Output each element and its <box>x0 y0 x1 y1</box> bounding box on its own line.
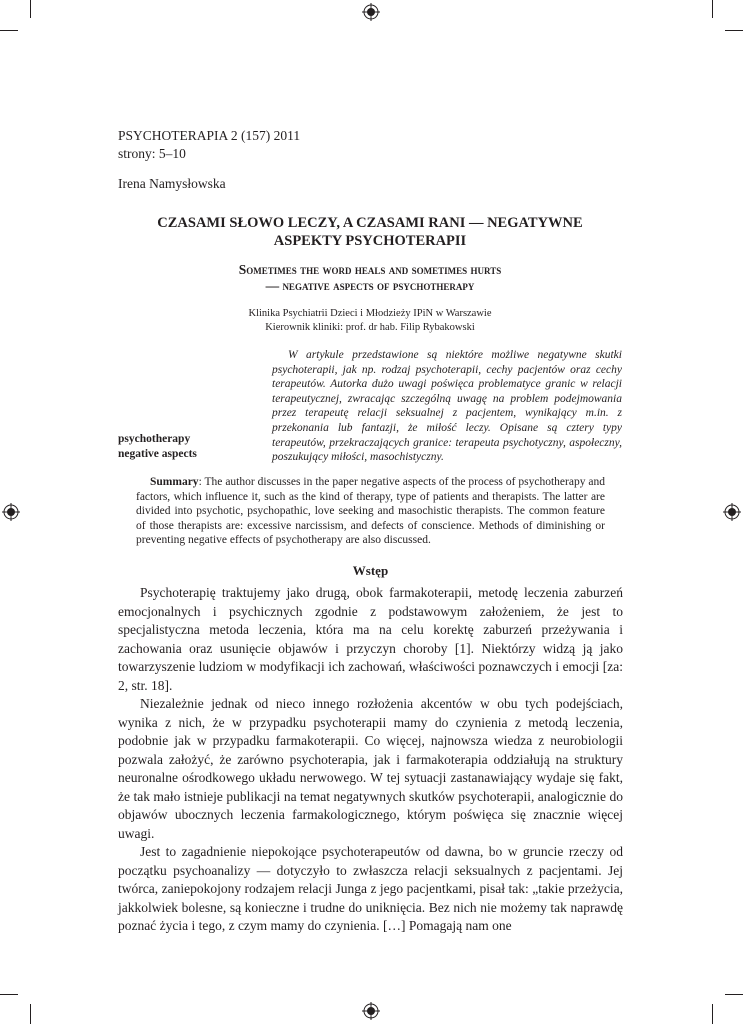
keyword-2: negative aspects <box>118 448 197 460</box>
crop-mark-top-right <box>712 0 713 18</box>
summary-label: Summary <box>150 476 199 488</box>
crop-mark-top-left <box>30 0 31 18</box>
keyword-1: psychotherapy <box>118 433 191 445</box>
journal-header <box>118 127 300 163</box>
paragraph: Psychoterapię traktujemy jako drugą, obok farmakoterapii, metodę leczenia zaburzeń emocjonalnych i psychicznych zgodnie z podstawowym założeniem, że jest to specjalistyczna metoda leczenia, która ma na celu korektę zaburzeń przeżywania i zachowania oraz usunięcie objawów i przyczyn choroby [1]. Niektórzy widzą ją jako towarzyszenie ludziom w modyfikacji ich zachowań, właściwości poznawczych i emocji [za: 2, str. 18]. <box>118 585 623 693</box>
keywords <box>118 432 197 462</box>
affiliation-clinic: Klinika Psychiatrii Dzieci i Młodzieży IPiN w Warszawie <box>248 308 492 319</box>
registration-mark-icon <box>2 503 20 521</box>
crop-mark-bottom-right-h <box>725 994 743 995</box>
crop-mark-bottom-left-h <box>0 994 18 995</box>
journal-pages: strony: 5–10 <box>118 146 186 161</box>
summary-text: : The author discusses in the paper negative aspects of the process of psychotherapy and factors, which influence it, such as the kind of therapy, type of patients and therapists. The latter are divided into psychotic, psychopathic, love seeking and masochistic therapists. The common feature of those therapists are: excessive narcissism, and defects of conscience. Methods of diminishing or preventing negative effects of psychotherapy are also discussed. <box>136 476 605 547</box>
paragraph: Jest to zagadnienie niepokojące psychoterapeutów od dawna, bo w gruncie rzeczy od początku psychoanalizy — dotyczyło to zwłaszcza relacji seksualnych z pacjentami. Jej twórca, zaniepokojony rodzajem relacji Junga z jego pacjentkami, pisał tak: „takie przeżycia, jakkolwiek bolesne, są konieczne i trudne do uniknięcia. Bez nich nie możemy tak naprawdę poznać życia i tego, z czym mamy do czynienia. […] Pomagają nam one <box>118 844 623 933</box>
paragraph: Niezależnie jednak od nieco innego rozłożenia akcentów w obu tych podejściach, wynika z nich, że w przypadku psychoterapii mamy do czynienia z metodą leczenia, podobnie jak w przypadku farmakoterapii. Co więcej, najnowsza wiedza z neurobiologii pozwala założyć, że zarówno psychoterapia, jak i farmakoterapia oddziałują na struktury neuronalne ośrodkowego układu nerwowego. W tej sytuacji zastanawiający wydaje się fakt, że tak mało istnieje publikacji na temat negatywnych skutków psychoterapii, analogicznie do objawów ubocznych leczenia farmakologicznego, którym poświęca się znacznie więcej uwagi. <box>118 696 623 841</box>
title-en-line-2: — negative aspects of psychotherapy <box>265 278 475 293</box>
title-pl-line-2: ASPEKTY PSYCHOTERAPII <box>273 233 467 249</box>
crop-mark-top-left-h <box>0 30 18 31</box>
author-name: Irena Namysłowska <box>118 176 226 191</box>
crop-mark-bottom-left <box>30 1004 31 1024</box>
crop-mark-bottom-right <box>712 1004 713 1024</box>
affiliation-head: Kierownik kliniki: prof. dr hab. Filip Rybakowski <box>265 322 475 333</box>
abstract-pl <box>272 348 622 465</box>
registration-mark-icon <box>723 503 741 521</box>
body-text <box>118 584 623 936</box>
section-heading: Wstęp <box>352 563 389 578</box>
registration-mark-icon <box>362 1002 380 1020</box>
crop-mark-top-right-h <box>725 30 743 31</box>
abstract-pl-text: W artykule przedstawione są niektóre możliwe negatywne skutki psychoterapii, jak np. rodzaj psychoterapii, cechy pacjentów oraz cechy terapeutów. Autorka dużo uwagi poświęca problematyce granic w relacji terapeutycznej, zwracając szczególną uwagę na problem podejmowania przez terapeutę relacji seksualnej z pacjentem, wynikający m.in. z przekonania lub fantazji, że miłość leczy. Opisane są cztery typy terapeutów, przekraczających granice: terapeuta psychotyczny, aspołeczny, poszukujący miłości, masochistyczny. <box>272 349 622 464</box>
registration-mark-icon <box>362 3 380 21</box>
title-en-line-1: Sometimes the word heals and sometimes hurts <box>238 262 502 277</box>
title-pl-line-1: CZASAMI SŁOWO LECZY, A CZASAMI RANI — NEGATYWNE <box>157 215 583 231</box>
article-title-en <box>100 262 640 294</box>
article-title-pl <box>100 214 640 250</box>
journal-citation: PSYCHOTERAPIA 2 (157) 2011 <box>118 128 301 143</box>
affiliation <box>100 307 640 335</box>
summary-en <box>136 475 605 548</box>
